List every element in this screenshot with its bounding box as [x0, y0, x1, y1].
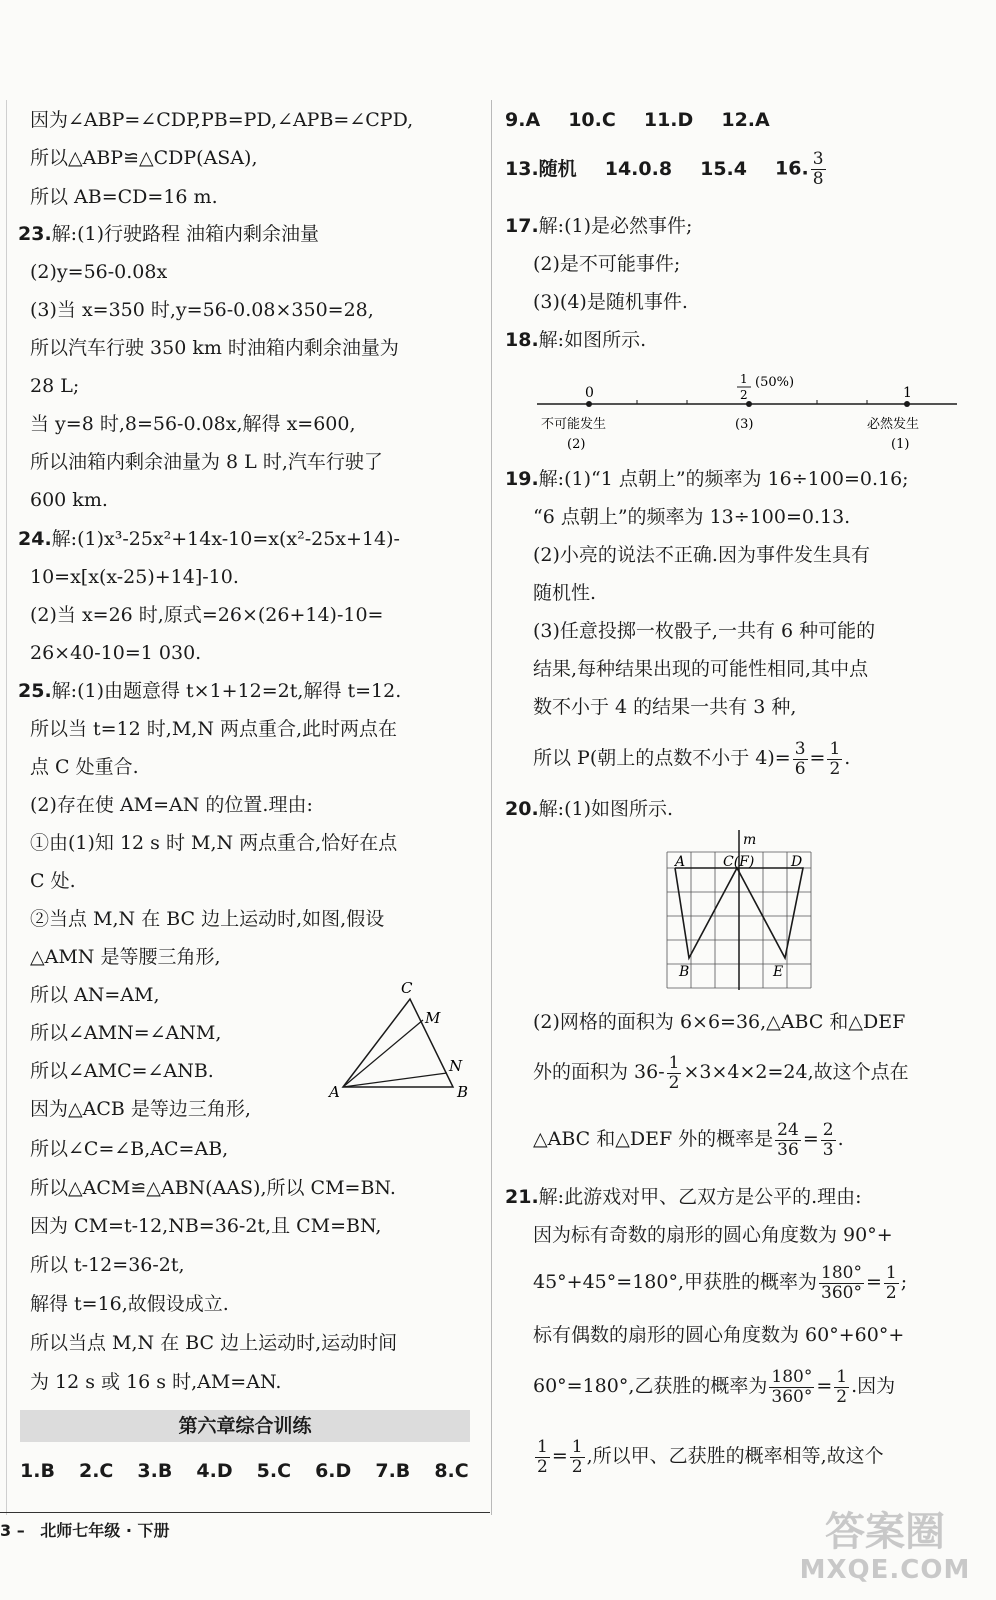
text: △ABC 和△DEF 外的概率是 [533, 1128, 774, 1150]
text-line: ②当点 M,N 在 BC 边上运动时,如图,假设 [30, 908, 385, 930]
answer: 16. [775, 157, 809, 180]
question-19 [505, 467, 909, 491]
denominator: 8 [812, 169, 824, 189]
text-line: 因为∠ABP=∠CDP,PB=PD,∠APB=∠CPD, [30, 109, 414, 131]
text-line: 600 km. [30, 489, 108, 511]
label-zero: 0 [585, 385, 594, 401]
text-line: C 处. [30, 870, 76, 892]
text-line [533, 1366, 895, 1407]
answer: 3.B [137, 1460, 173, 1482]
fraction [775, 1121, 801, 1160]
answer: 4.D [196, 1460, 233, 1482]
text-line: 所以汽车行驶 350 km 时油箱内剩余油量为 [30, 337, 399, 359]
answer: 7.B [375, 1460, 411, 1482]
text-line: 标有偶数的扇形的圆心角度数为 60°+60°+ [533, 1324, 905, 1346]
triangle-figure [325, 975, 475, 1105]
text-line: 为 12 s 或 16 s 时,AM=AN. [30, 1371, 282, 1393]
answer-row-9-12 [505, 108, 770, 132]
fraction [827, 740, 842, 779]
label-m: M [425, 1009, 441, 1027]
text-line: 所以 AB=CD=16 m. [30, 186, 218, 208]
text-line: 当 y=8 时,8=56-0.08x,解得 x=600, [30, 413, 356, 435]
segment-am [343, 1020, 423, 1087]
text-line: 28 L; [30, 375, 80, 397]
text: . [837, 1128, 844, 1150]
question-number: 19. [505, 468, 539, 490]
text-line [533, 738, 850, 779]
fraction [819, 1264, 864, 1303]
text: 解:(1)行驶路程 油箱内剩余油量 [51, 223, 320, 245]
label-mid-sub: (3) [735, 417, 754, 432]
answer: 6.D [315, 1460, 352, 1482]
point-0 [586, 401, 592, 407]
answer: 12.A [721, 109, 770, 131]
label-m: m [743, 832, 757, 848]
answer: 10.C [568, 109, 616, 131]
text-line: 点 C 处重合. [30, 756, 139, 778]
text: 60°=180°,乙获胜的概率为 [533, 1375, 768, 1397]
text: . [844, 747, 851, 769]
text-line [533, 1119, 844, 1160]
text: 解:(1)由题意得 t×1+12=2t,解得 t=12. [51, 680, 402, 702]
text: 外的面积为 36- [533, 1061, 665, 1083]
text-line: 因为 CM=t-12,NB=36-2t,且 CM=BN, [30, 1215, 382, 1237]
section-title: 第六章综合训练 [20, 1410, 470, 1442]
label-a: A [675, 854, 686, 870]
label-b: B [457, 1083, 469, 1101]
text-line: 26×40-10=1 030. [30, 642, 202, 664]
probability-number-line [527, 370, 967, 460]
watermark-logo [790, 1508, 980, 1588]
text-line: 因为标有奇数的扇形的圆心角度数为 90°+ [533, 1224, 893, 1246]
text-line: “6 点朝上”的频率为 13÷100=0.13. [533, 506, 851, 528]
text-line: ①由(1)知 12 s 时 M,N 两点重合,恰好在点 [30, 832, 398, 854]
denominator: 2 [537, 1456, 548, 1477]
question-18 [505, 328, 646, 352]
text: ,所以甲、乙获胜的概率相等,故这个 [586, 1445, 884, 1467]
text-line: 所以 t-12=36-2t, [30, 1254, 185, 1276]
point-1 [904, 401, 910, 407]
label-d: D [791, 854, 803, 870]
answer: 15.4 [700, 157, 747, 180]
text-line: (2)当 x=26 时,原式=26×(26+14)-10= [30, 604, 384, 626]
text-line: (3)当 x=350 时,y=56-0.08×350=28, [30, 299, 374, 321]
equals: = [551, 1445, 568, 1467]
denominator: 6 [794, 758, 806, 779]
answer: 11.D [643, 109, 694, 131]
fraction [884, 1264, 899, 1303]
equals: = [802, 1128, 819, 1150]
numerator: 1 [829, 738, 841, 759]
text-line [533, 1052, 909, 1093]
text: .因为 [851, 1375, 896, 1397]
label-certain: 必然发生 [867, 417, 920, 432]
text-line [533, 1262, 907, 1303]
question-21 [505, 1185, 862, 1209]
answer-row-13-16 [505, 150, 828, 189]
question-20 [505, 797, 673, 821]
text: ; [900, 1271, 908, 1293]
text-line: 结果,每种结果出现的可能性相同,其中点 [533, 658, 869, 680]
label-e: E [773, 964, 784, 980]
label-impossible: 不可能发生 [541, 417, 607, 432]
question-number: 23. [18, 223, 52, 245]
text-line: △AMN 是等腰三角形, [30, 946, 221, 968]
fraction [821, 1121, 836, 1160]
text-line: 所以∠AMN=∠ANM, [30, 1022, 222, 1044]
question-17 [505, 214, 692, 238]
text-line: 所以当点 M,N 在 BC 边上运动时,运动时间 [30, 1332, 398, 1354]
label-impossible-sub: (2) [567, 437, 586, 452]
label-n: N [449, 1057, 463, 1075]
text-line: (2)是不可能事件; [533, 253, 681, 275]
denominator: 360° [771, 1386, 813, 1407]
text: 解:如图所示. [538, 329, 647, 351]
fraction [769, 1368, 814, 1407]
denominator: 2 [836, 1386, 848, 1407]
text-line [533, 1436, 884, 1477]
numerator: 2 [822, 1119, 834, 1140]
fraction [667, 1054, 682, 1093]
text: 解:(1)是必然事件; [538, 215, 693, 237]
watermark-text: 答案圈 [825, 1509, 945, 1555]
equals: = [816, 1375, 833, 1397]
numerator: 180° [771, 1366, 813, 1387]
text-line: (3)(4)是随机事件. [533, 291, 688, 313]
footer-rule [0, 1512, 490, 1513]
fraction [535, 1438, 550, 1477]
text: 解:(1)x³-25x²+14x-10=x(x²-25x+14)- [51, 528, 400, 550]
numerator: 1 [836, 1366, 848, 1387]
answer: 9.A [505, 109, 541, 131]
text-line: 所以∠C=∠B,AC=AB, [30, 1138, 229, 1160]
question-24 [18, 527, 400, 551]
text-line: (2)存在使 AM=AN 的位置.理由: [30, 794, 313, 816]
question-number: 21. [505, 1186, 539, 1208]
text: 解:(1)“1 点朝上”的频率为 16÷100=0.16; [538, 468, 909, 490]
question-25 [18, 679, 401, 703]
fraction [811, 150, 826, 189]
denominator: 36 [777, 1139, 799, 1160]
label-half-num: 1 [740, 372, 748, 386]
label-cf: C(F) [723, 854, 755, 870]
text-line: 所以油箱内剩余油量为 8 L 时,汽车行驶了 [30, 451, 383, 473]
equals: = [865, 1271, 882, 1293]
fraction [793, 740, 808, 779]
left-margin-line [6, 100, 7, 1515]
numerator: 1 [668, 1052, 680, 1073]
answer: 8.C [434, 1460, 469, 1482]
label-one: 1 [903, 385, 912, 401]
text-line: 随机性. [533, 582, 597, 604]
text-line: 所以△ACM≌△ABN(AAS),所以 CM=BN. [30, 1177, 396, 1199]
text-line: (2)y=56-0.08x [30, 261, 168, 283]
numerator: 1 [537, 1436, 548, 1457]
label-a: A [329, 1083, 340, 1101]
watermark-url: MXQE.COM [799, 1555, 971, 1585]
question-23 [18, 222, 319, 246]
denominator: 2 [829, 758, 841, 779]
text-line: 所以 AN=AM, [30, 984, 160, 1006]
numerator: 180° [821, 1262, 862, 1283]
text-line: 解得 t=16,故假设成立. [30, 1293, 229, 1315]
label-half-den: 2 [740, 388, 748, 402]
text: 45°+45°=180°,甲获胜的概率为 [533, 1271, 817, 1293]
text-line: 所以△ABP≌△CDP(ASA), [30, 147, 258, 169]
equals: = [809, 747, 826, 769]
label-c: C [401, 979, 413, 997]
text-line: 数不小于 4 的结果一共有 3 种, [533, 696, 797, 718]
text-line: (3)任意投掷一枚骰子,一共有 6 种可能的 [533, 620, 876, 642]
denominator: 2 [885, 1282, 897, 1303]
book-title: 北师七年级 · 下册 [40, 1521, 170, 1540]
column-divider [491, 100, 492, 1515]
fraction [834, 1368, 849, 1407]
answer: 1.B [20, 1460, 55, 1482]
question-number: 18. [505, 329, 539, 351]
fraction [570, 1438, 585, 1477]
numerator: 3 [794, 738, 806, 759]
denominator: 2 [571, 1456, 583, 1477]
answer: 5.C [256, 1460, 292, 1482]
text-line: (2)小亮的说法不正确.因为事件发生具有 [533, 544, 870, 566]
answer-row-1-8 [20, 1460, 487, 1482]
label-certain-sub: (1) [891, 437, 910, 452]
page-number: 3 – [0, 1521, 25, 1540]
segment-an [343, 1073, 447, 1087]
text: 解:(1)如图所示. [538, 798, 674, 820]
page-footer [0, 1518, 170, 1541]
numerator: 1 [885, 1262, 897, 1283]
denominator: 3 [822, 1139, 834, 1160]
denominator: 360° [821, 1282, 862, 1303]
question-number: 24. [18, 528, 52, 550]
label-percent: (50%) [755, 375, 795, 390]
text-line: (2)网格的面积为 6×6=36,△ABC 和△DEF [533, 1011, 906, 1033]
denominator: 2 [668, 1072, 680, 1093]
text: 解:此游戏对甲、乙双方是公平的.理由: [538, 1186, 862, 1208]
label-b: B [679, 964, 690, 980]
answer: 14.0.8 [604, 157, 673, 180]
answer: 13.随机 [505, 157, 577, 180]
text: 所以 P(朝上的点数不小于 4)= [533, 747, 791, 769]
text-line: 所以∠AMC=∠ANB. [30, 1060, 214, 1082]
text-line: 所以当 t=12 时,M,N 两点重合,此时两点在 [30, 718, 398, 740]
question-number: 17. [505, 215, 539, 237]
numerator: 3 [812, 149, 824, 169]
numerator: 1 [571, 1436, 583, 1457]
question-number: 20. [505, 798, 539, 820]
question-number: 25. [18, 680, 52, 702]
grid-figure [657, 830, 827, 990]
numerator: 24 [777, 1119, 799, 1140]
text-line: 10=x[x(x-25)+14]-10. [30, 566, 239, 588]
answer: 2.C [78, 1460, 114, 1482]
text-line: 因为△ACB 是等边三角形, [30, 1098, 251, 1120]
text: ×3×4×2=24,故这个点在 [683, 1061, 909, 1083]
